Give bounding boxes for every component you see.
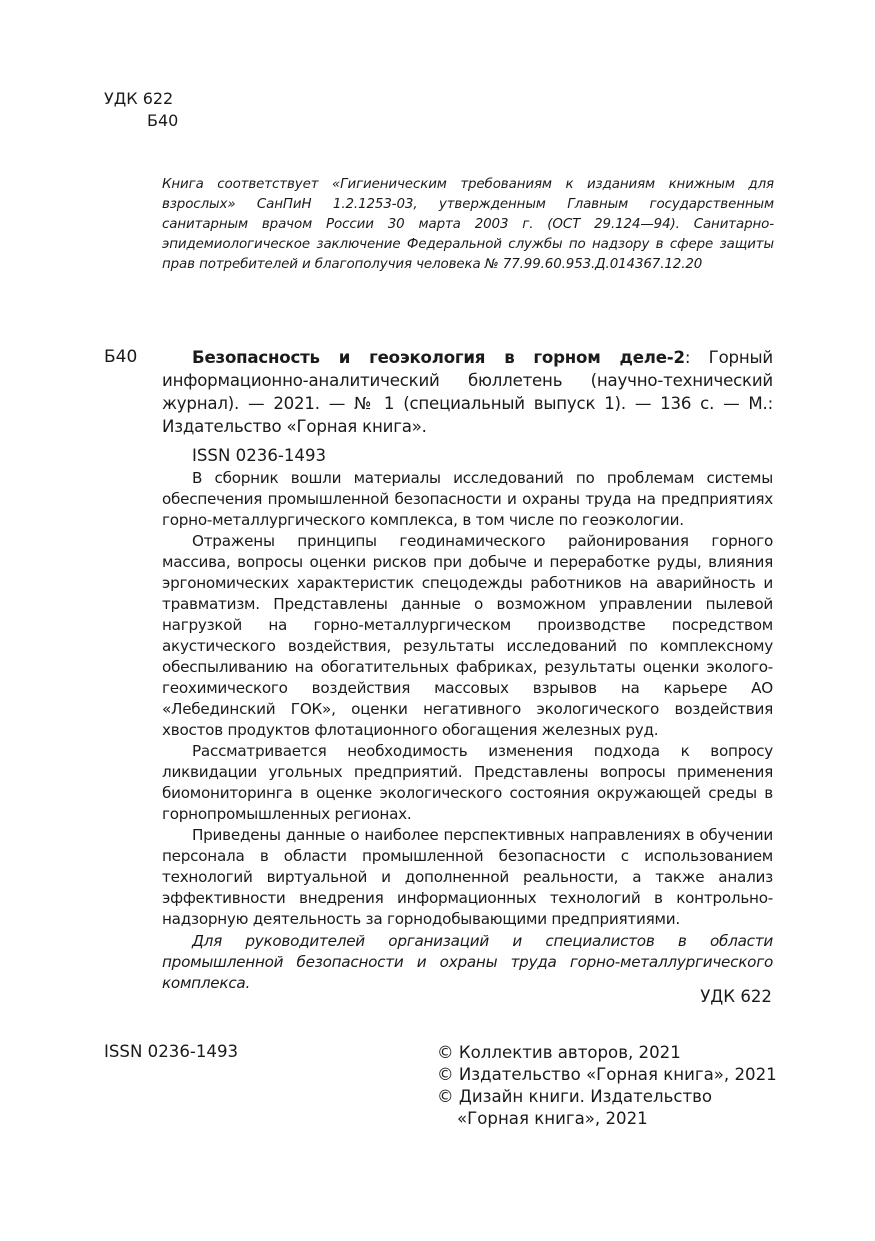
copyright-block (437, 1042, 782, 1130)
copyright-line: © Дизайн книги. Издательство «Горная книга», 2021 (437, 1087, 713, 1128)
copyright-line: © Коллектив авторов, 2021 (437, 1043, 681, 1062)
footer-issn: ISSN 0236-1493 (104, 1042, 239, 1061)
entry-issn: ISSN 0236-1493 (192, 446, 327, 465)
target-audience: Для руководителей организаций и специалистов в области промышленной безопасности и охраны труда горно-металлургического комплекса. (162, 932, 773, 992)
udk-code-bottom: УДК 622 (700, 987, 772, 1006)
book-title: Безопасность и геоэкология в горном деле-2 (192, 348, 685, 367)
annotation (162, 468, 773, 994)
annotation-paragraph: В сборник вошли материалы исследований по проблемам системы обеспечения промышленной безопасности и охраны труда на предприятиях горно-металлургического комплекса, в том числе по геоэкологии. (162, 469, 773, 529)
bibliographic-entry (162, 346, 773, 438)
copyright-line: © Издательство «Горная книга», 2021 (437, 1065, 777, 1084)
hygiene-notice: Книга соответствует «Гигиеническим требованиям к изданиям книжным для взрослых» СанПиН 1.2.1253-03, утвержденным Главным государственным санитарным врачом России 30 марта 2003 г. (ОСТ 29.124—94). Санитарно-эпидемиологическое заключение Федеральной службы по надзору в сфере защиты прав потребителей и благополучия человека № 77.99.60.953.Д.014367.12.20 (162, 177, 774, 272)
book-description: : Горный информационно-аналитический бюллетень (научно-технический журнал). — 2021. — № 1 (специальный выпуск 1). — 136 с. — М.: Издательство «Горная книга». (162, 348, 773, 436)
bbk-code-top: Б40 (147, 111, 179, 130)
catalog-index-code: Б40 (104, 347, 138, 367)
annotation-paragraph: Приведены данные о наиболее перспективных направлениях в обучении персонала в области промышленной безопасности с использованием технологий виртуальной и дополненной реальности, а также анализ эффективности внедрения информационных технологий в контрольно-надзорную деятельность за горнодобывающими предприятиями. (162, 826, 773, 928)
udk-code-top: УДК 622 (104, 89, 174, 108)
annotation-paragraph: Рассматривается необходимость изменения подхода к вопросу ликвидации угольных предприятий. Представлены вопросы применения биомониторинга в оценке экологического состояния окружающей среды в горнопромышленных регионах. (162, 742, 773, 823)
annotation-paragraph: Отражены принципы геодинамического районирования горного массива, вопросы оценки рисков при добыче и переработке руды, влияния эргономических характеристик спецодежды работников на аварийность и травматизм. Представлены данные о возможном управлении пылевой нагрузкой на горно-металлургическом производстве посредством акустического воздействия, результаты исследований по комплексному обеспыливанию на обогатительных фабриках, результаты оценки эколого-геохимического воздействия массовых взрывов на карьере АО «Лебединский ГОК», оценки негативного экологического воздействия хвостов продуктов флотационного обогащения железных руд. (162, 532, 773, 739)
